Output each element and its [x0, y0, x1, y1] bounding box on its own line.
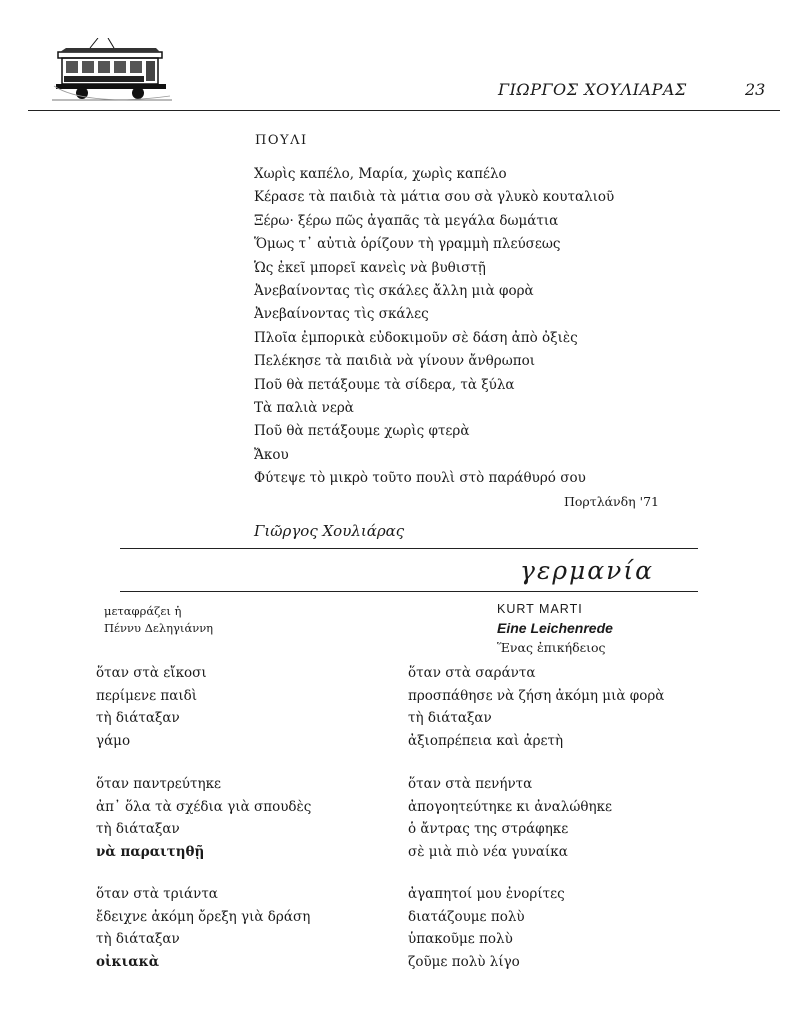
header-rule	[28, 110, 780, 111]
poem-line: Ποῦ θὰ πετάξουμε τὰ σίδερα, τὰ ξύλα	[254, 376, 515, 393]
verse-line: ἀπογοητεύτηκε κι ἀναλώθηκε	[408, 798, 613, 815]
verse-line: ὅταν στὰ σαράντα	[408, 665, 536, 681]
page-number: 23	[745, 80, 766, 99]
section-rule-bottom	[120, 591, 698, 592]
poem-line: Τὰ παλιὰ νερὰ	[254, 399, 354, 416]
poem-line: Ὅμως τ᾽ αὐτιὰ ὁρίζουν τὴ γραμμὴ πλεύσεως	[254, 236, 561, 253]
verse-line: ὅταν στὰ εἴκοσι	[96, 665, 207, 681]
stanza-left-1	[96, 662, 207, 752]
verse-line: προσπάθησε νὰ ζήση ἀκόμη μιὰ φορὰ	[408, 687, 665, 704]
stanza-left-2	[96, 773, 311, 863]
poem-line: Ποῦ θὰ πετάξουμε χωρὶς φτερὰ	[254, 423, 470, 440]
poem-line: Πλοῖα ἐμπορικὰ εὐδοκιμοῦν σὲ δάση ἀπὸ ὀξιὲς	[254, 329, 578, 346]
poem-line: Ἄκου	[254, 446, 289, 463]
verse-line: ζοῦμε πολὺ λίγο	[408, 953, 520, 970]
verse-line: ὁ ἄντρας της στράφηκε	[408, 821, 569, 838]
verse-line: περίμενε παιδὶ	[96, 687, 198, 704]
stanza-right-3	[408, 883, 565, 973]
verse-line: ὅταν παντρεύτηκε	[96, 776, 222, 792]
tram-illustration-icon	[52, 38, 172, 104]
translator-label: μεταφράζει ἡ	[104, 604, 182, 618]
running-header-author: ΓΙΩΡΓΟΣ ΧΟΥΛΙΑΡΑΣ	[498, 80, 687, 99]
work-subtitle: Ἕνας ἐπικήδειος	[497, 640, 606, 655]
verse-line: σὲ μιὰ πιὸ νέα γυναίκα	[408, 843, 568, 860]
verse-line: τὴ διάταξαν	[408, 710, 492, 727]
poem-title: ΠΟΥΛΙ	[255, 133, 308, 148]
verse-line: οἰκιακὰ	[96, 953, 160, 970]
poem-line: Ἀνεβαίνοντας τὶς σκάλες ἄλλη μιὰ φορὰ	[254, 282, 534, 299]
verse-line: τὴ διάταξαν	[96, 710, 180, 727]
verse-line: ἀξιοπρέπεια καὶ ἀρετὴ	[408, 732, 564, 749]
verse-line: ἔδειχνε ἀκόμη ὄρεξη γιὰ δράση	[96, 908, 311, 925]
verse-line: τὴ διάταξαν	[96, 931, 180, 948]
work-author: KURT MARTI	[497, 602, 583, 616]
verse-line: ὑπακοῦμε πολὺ	[408, 931, 513, 948]
stanza-right-2	[408, 773, 612, 863]
work-title: Eine Leichenrede	[497, 620, 613, 636]
poem-line: Πελέκησε τὰ παιδιὰ νὰ γίνουν ἄνθρωποι	[254, 353, 536, 370]
poem-line: Ὡς ἐκεῖ μπορεῖ κανεὶς νὰ βυθιστῇ	[254, 259, 486, 276]
verse-line: νὰ παραιτηθῇ	[96, 843, 205, 860]
section-rule-top	[120, 548, 698, 549]
poem-line: Κέρασε τὰ παιδιὰ τὰ μάτια σου σὰ γλυκὸ κουταλιοῦ	[254, 189, 615, 206]
poem-line: Ἀνεβαίνοντας τὶς σκάλες	[254, 306, 429, 323]
poem-signature: Γιῶργος Χουλιάρας	[254, 522, 405, 540]
poem-line: Χωρὶς καπέλο, Μαρία, χωρὶς καπέλο	[254, 166, 507, 182]
verse-line: τὴ διάταξαν	[96, 821, 180, 838]
verse-line: ἀγαπητοί μου ἐνορίτες	[408, 886, 565, 902]
poem-line: Φύτεψε τὸ μικρὸ τοῦτο πουλὶ στὸ παράθυρό σου	[254, 470, 586, 487]
poem-line: Ξέρω· ξέρω πῶς ἀγαπᾶς τὰ μεγάλα δωμάτια	[254, 212, 559, 229]
section-title: γερμανία	[520, 556, 655, 585]
verse-line: γάμο	[96, 732, 131, 749]
verse-line: ὅταν στὰ πενήντα	[408, 776, 533, 792]
stanza-left-3	[96, 883, 310, 973]
verse-line: ἀπ᾽ ὅλα τὰ σχέδια γιὰ σπουδὲς	[96, 798, 312, 815]
verse-line: διατάζουμε πολὺ	[408, 908, 525, 925]
poem-body	[254, 163, 724, 490]
verse-line: ὅταν στὰ τριάντα	[96, 886, 218, 902]
poem-place-date: Πορτλάνδη '71	[564, 494, 659, 509]
stanza-right-1	[408, 662, 664, 752]
translator-name: Πέννυ Δεληγιάννη	[104, 621, 214, 635]
